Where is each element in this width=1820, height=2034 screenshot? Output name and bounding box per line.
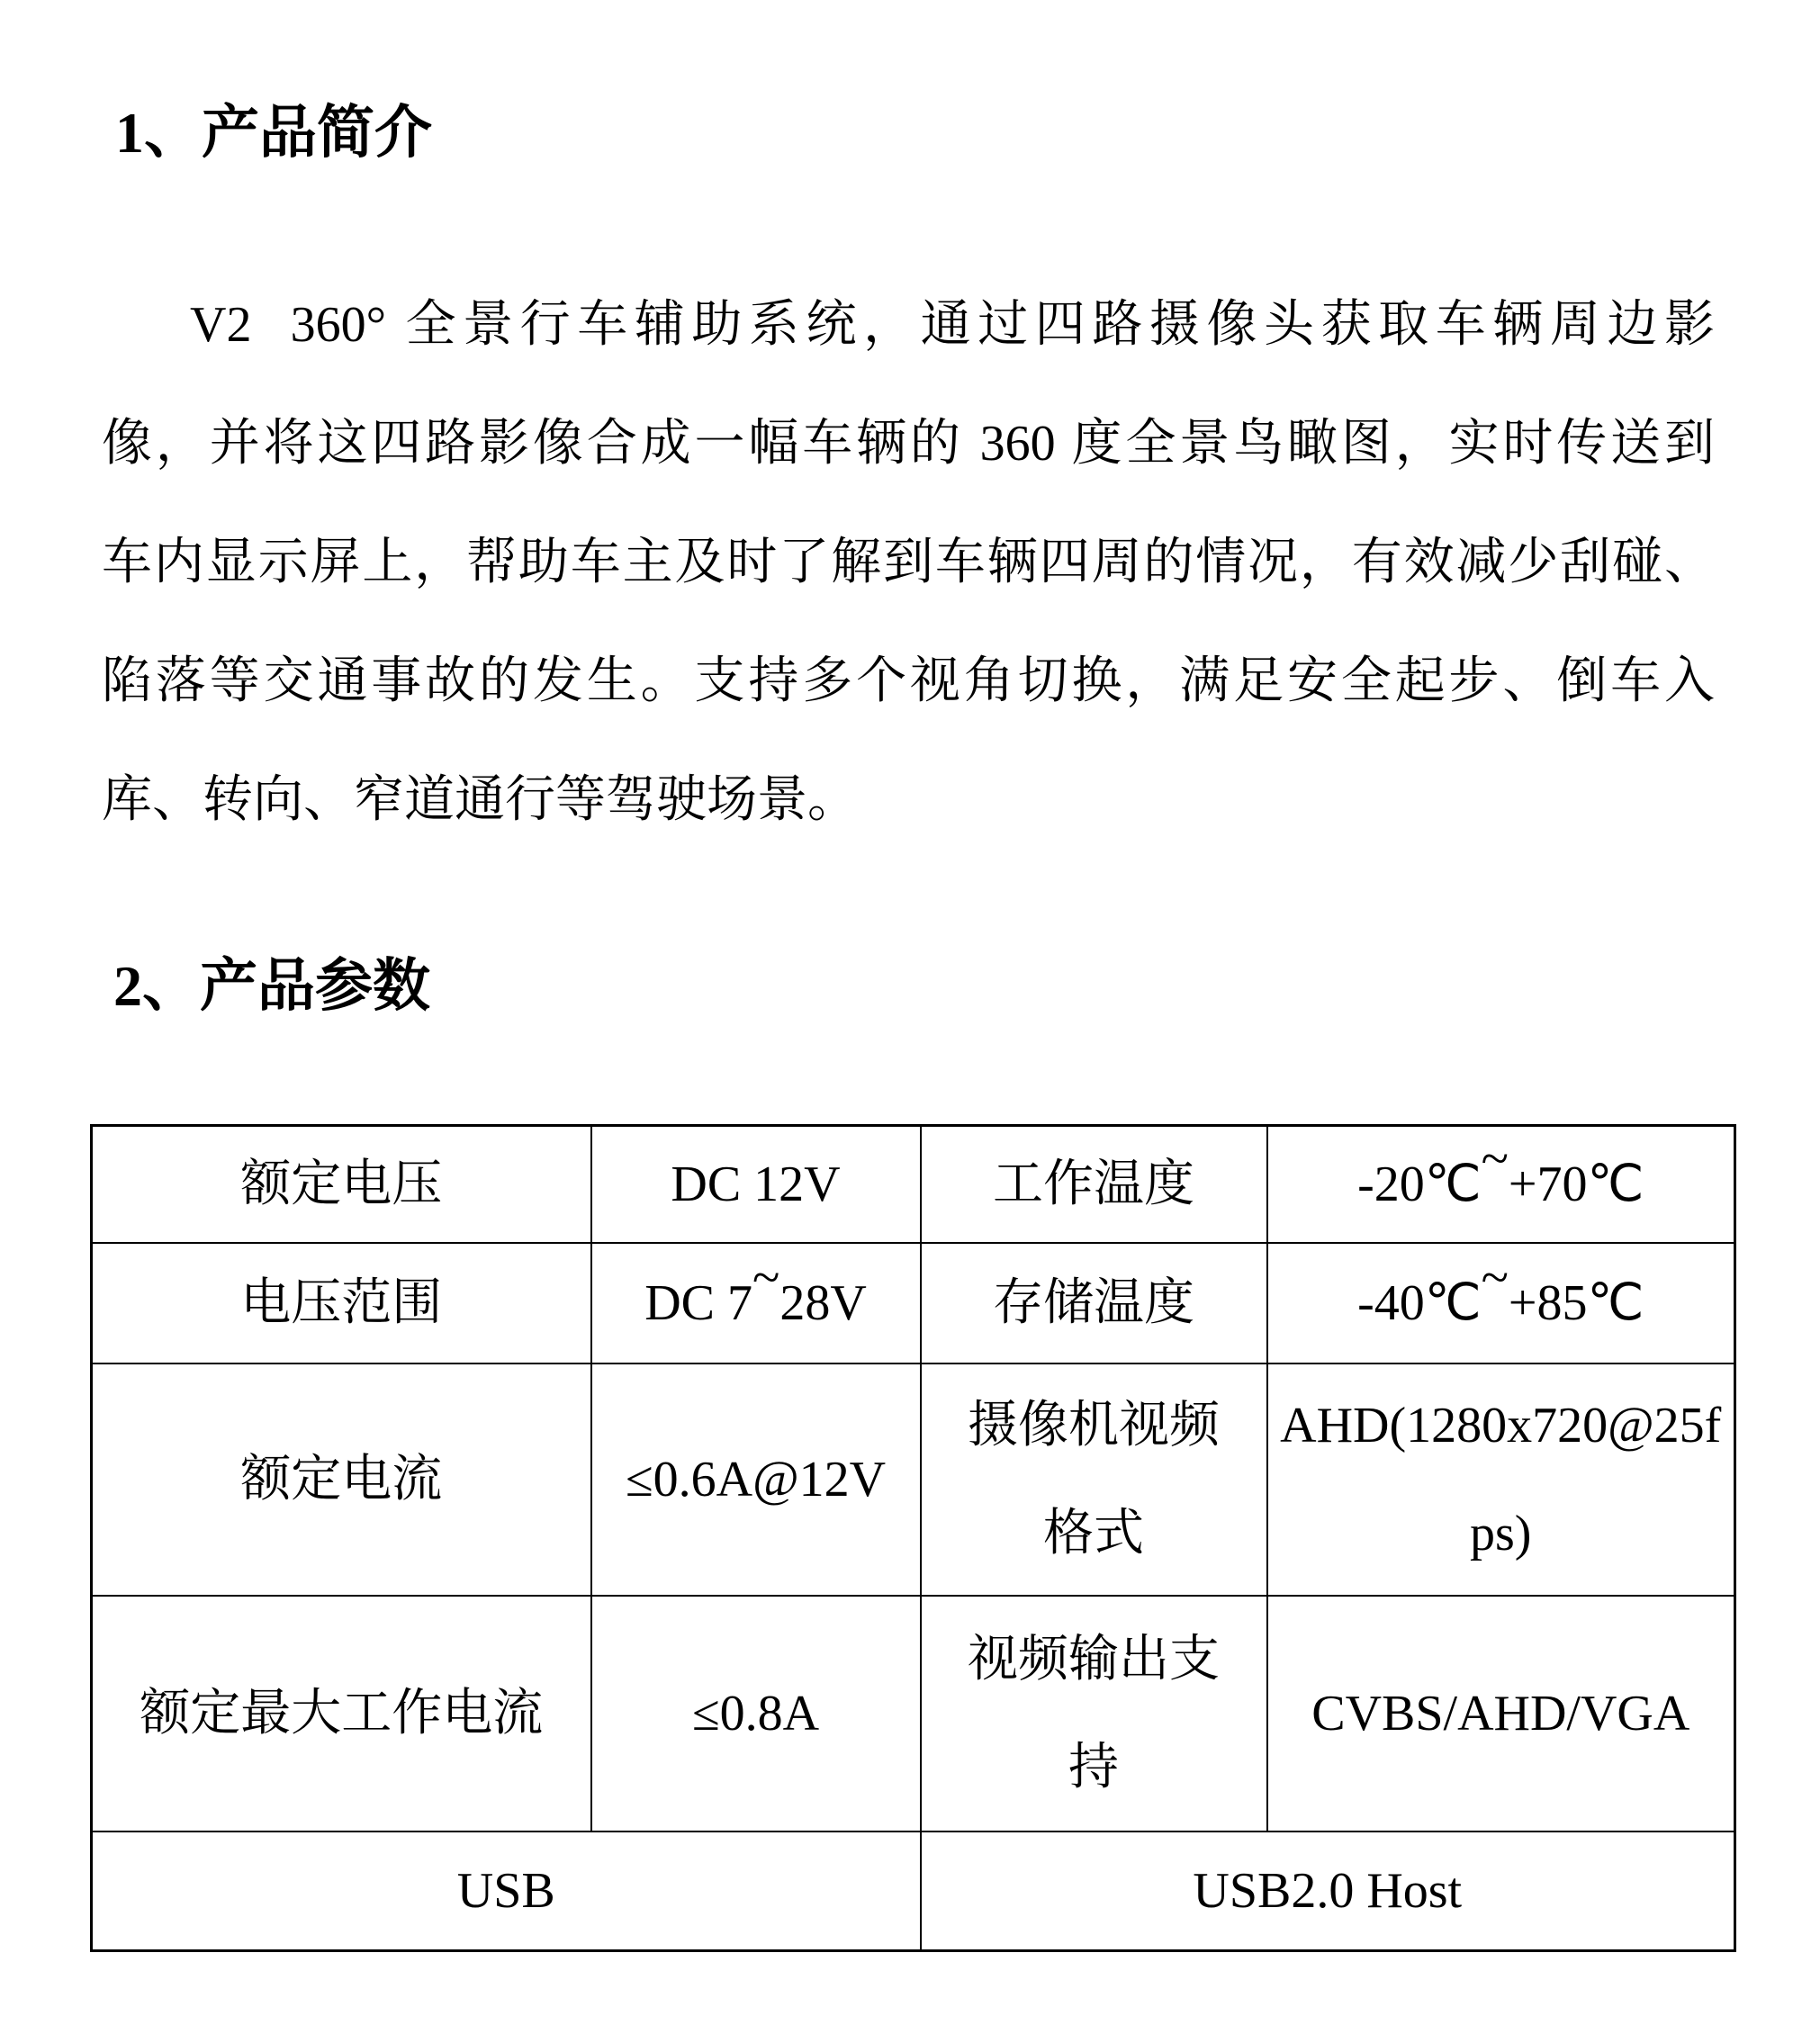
cell-voltage-range-label: 电压范围: [92, 1243, 591, 1364]
table-row-rated-current: [92, 1364, 1735, 1596]
table-row-max-current: [92, 1596, 1735, 1832]
intro-line-5: 库、转向、窄道通行等驾驶场景。: [102, 772, 858, 828]
tilde-separator: ~: [1481, 1130, 1509, 1187]
cell-video-output-label: 视频输出支持: [921, 1596, 1267, 1832]
volt-range-start: DC 7: [644, 1274, 753, 1331]
intro-line-2: 像，并将这四路影像合成一幅车辆的 360 度全景鸟瞰图，实时传送到: [102, 416, 1715, 472]
cell-working-temp-label: 工作温度: [921, 1126, 1267, 1243]
intro-line-4: 陷落等交通事故的发生。支持多个视角切换，满足安全起步、倒车入: [102, 653, 1715, 709]
cell-rated-voltage-label: 额定电压: [92, 1126, 591, 1243]
cell-max-current-value: ≤0.8A: [591, 1596, 921, 1832]
intro-line-1: V2 360° 全景行车辅助系统，通过四路摄像头获取车辆周边影: [190, 297, 1715, 353]
temp-range-start: -40℃: [1357, 1274, 1482, 1331]
table-row-rated-voltage: [92, 1126, 1735, 1243]
intro-paragraph: [102, 266, 1715, 860]
cell-voltage-range-value: [591, 1243, 921, 1364]
tilde-separator: ~: [752, 1249, 780, 1306]
cell-camera-format-value: AHD(1280x720@25fps): [1267, 1364, 1735, 1596]
tilde-separator: ~: [1481, 1249, 1509, 1306]
temp-range-end: +85℃: [1508, 1274, 1644, 1331]
cell-rated-voltage-value: DC 12V: [591, 1126, 921, 1243]
cell-rated-current-label: 额定电流: [92, 1364, 591, 1596]
section2-heading: 2、产品参数: [113, 954, 430, 1018]
section1-heading: 1、产品简介: [115, 101, 432, 165]
cell-max-current-label: 额定最大工作电流: [92, 1596, 591, 1832]
cell-storage-temp-value: [1267, 1243, 1735, 1364]
temp-range-start: -20℃: [1357, 1156, 1482, 1212]
table-row-voltage-range: [92, 1243, 1735, 1364]
table-row-usb: [92, 1832, 1735, 1951]
cell-camera-format-label: 摄像机视频格式: [921, 1364, 1267, 1596]
cell-video-output-value: CVBS/AHD/VGA: [1267, 1596, 1735, 1832]
intro-line-3: 车内显示屏上，帮助车主及时了解到车辆四周的情况，有效减少刮碰、: [102, 535, 1715, 590]
cell-usb-label: USB: [92, 1832, 921, 1951]
temp-range-end: +70℃: [1508, 1156, 1644, 1212]
cell-rated-current-value: ≤0.6A@12V: [591, 1364, 921, 1596]
volt-range-end: 28V: [779, 1274, 867, 1331]
cell-working-temp-value: [1267, 1126, 1735, 1243]
cell-storage-temp-label: 存储温度: [921, 1243, 1267, 1364]
spec-table: [90, 1124, 1736, 1952]
cell-usb-value: USB2.0 Host: [921, 1832, 1735, 1951]
